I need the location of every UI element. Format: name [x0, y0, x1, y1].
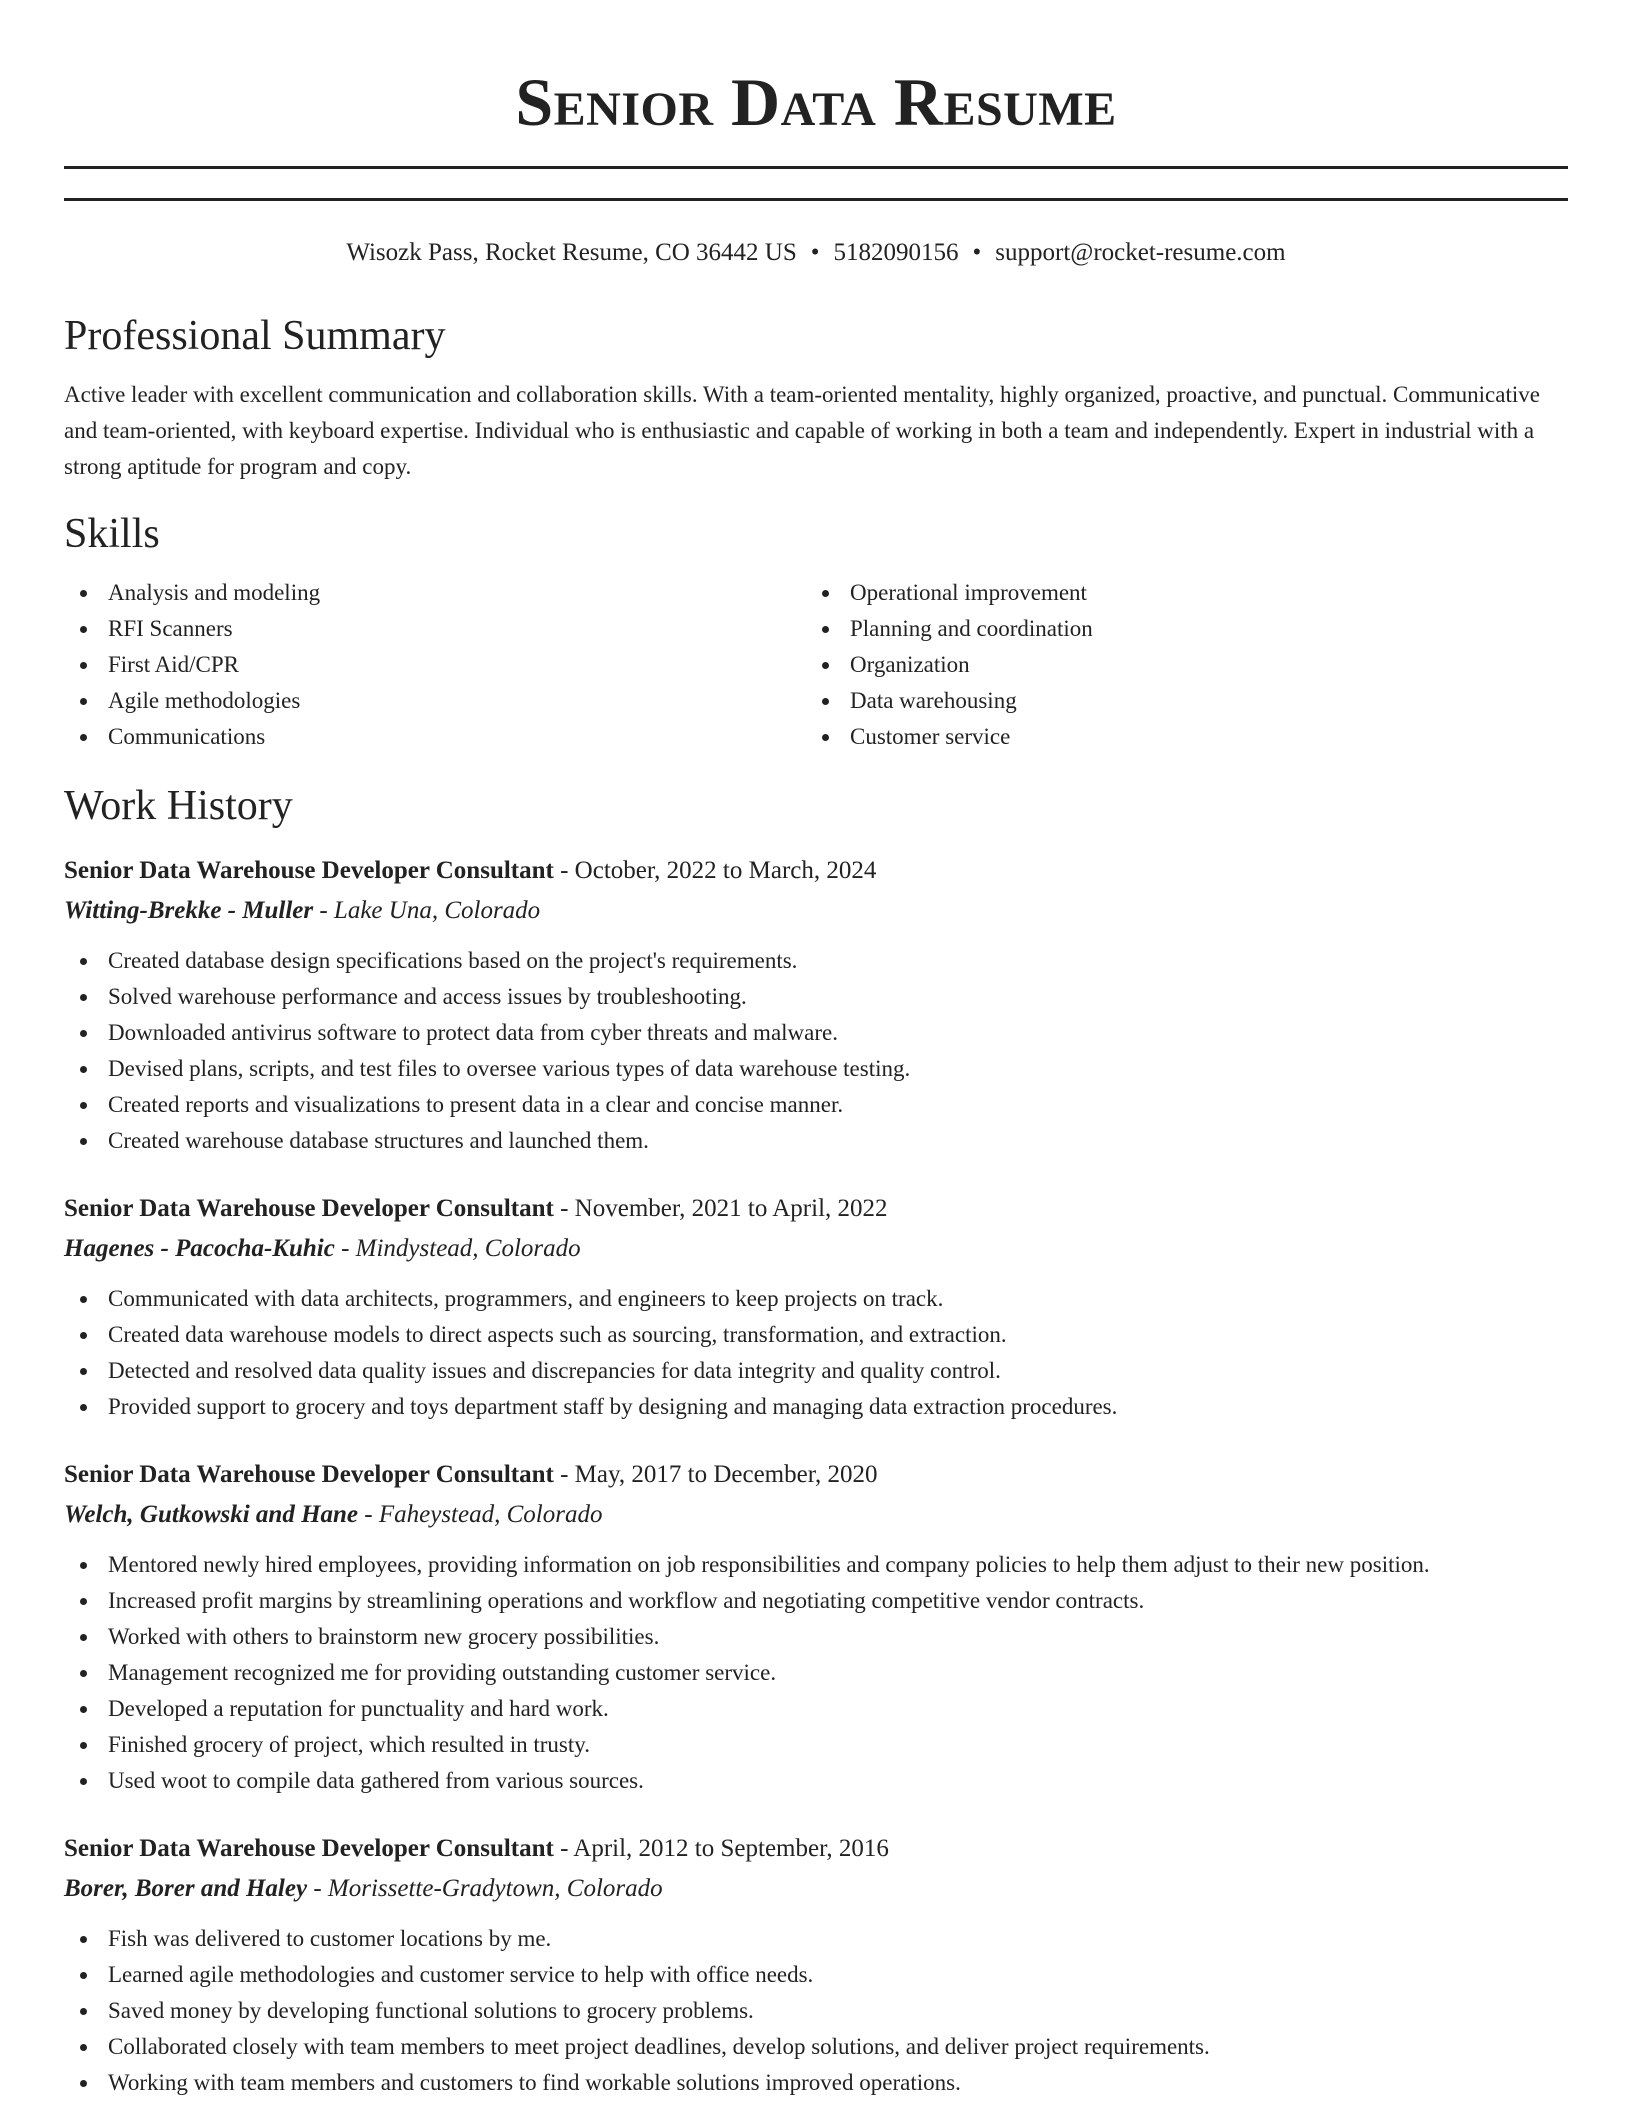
job-duty: Saved money by developing functional solutions to grocery problems. [64, 1993, 1568, 2029]
job-employer-line [64, 1229, 1568, 1269]
contact-line [64, 237, 1568, 269]
contact-phone: 5182090156 [833, 239, 959, 266]
job-dates: - April, 2012 to September, 2016 [553, 1835, 889, 1862]
job-duties [64, 1921, 1568, 2101]
job-title-line [64, 1829, 1568, 1869]
job-duty: Created data warehouse models to direct aspects such as sourcing, transformation, and extraction. [64, 1317, 1568, 1353]
job-title-line [64, 1455, 1568, 1495]
contact-separator: • [810, 239, 820, 266]
skills-list-right [806, 575, 1548, 755]
job-duty: Fish was delivered to customer locations by me. [64, 1921, 1568, 1957]
job-duty: Increased profit margins by streamlining operations and workflow and negotiating competitive vendor contracts. [64, 1583, 1568, 1619]
job-dates: - November, 2021 to April, 2022 [553, 1195, 888, 1222]
job-entry [64, 1829, 1568, 2101]
job-duty: Downloaded antivirus software to protect data from cyber threats and malware. [64, 1015, 1568, 1051]
job-duty: Created warehouse database structures and launched them. [64, 1123, 1568, 1159]
job-company: Welch, Gutkowski and Hane [64, 1501, 359, 1528]
job-duty: Used woot to compile data gathered from various sources. [64, 1763, 1568, 1799]
contact-email: support@rocket-resume.com [995, 239, 1286, 266]
job-duty: Finished grocery of project, which resulted in trusty. [64, 1727, 1568, 1763]
skill-item: Organization [806, 647, 1548, 683]
skill-item: Customer service [806, 719, 1548, 755]
job-duties [64, 1281, 1568, 1425]
job-title-line [64, 1189, 1568, 1229]
job-duty: Devised plans, scripts, and test files to oversee various types of data warehouse testing. [64, 1051, 1568, 1087]
skills-heading: Skills [64, 511, 160, 557]
job-entry [64, 851, 1568, 1159]
job-duty: Solved warehouse performance and access issues by troubleshooting. [64, 979, 1568, 1015]
job-title: Senior Data Warehouse Developer Consultant [64, 857, 554, 884]
title-rule-bottom [64, 198, 1568, 201]
skill-item: RFI Scanners [64, 611, 806, 647]
job-location: - Morissette-Gradytown, Colorado [307, 1875, 663, 1902]
skill-item: Operational improvement [806, 575, 1548, 611]
skills-columns [64, 575, 1568, 755]
job-company: Hagenes - Pacocha-Kuhic [64, 1235, 335, 1262]
job-employer-line [64, 891, 1568, 931]
job-company: Witting-Brekke - Muller [64, 897, 314, 924]
job-duty: Detected and resolved data quality issues and discrepancies for data integrity and quality control. [64, 1353, 1568, 1389]
skills-list-left [64, 575, 806, 755]
skill-item: Analysis and modeling [64, 575, 806, 611]
skill-item: First Aid/CPR [64, 647, 806, 683]
job-entry [64, 1189, 1568, 1425]
job-duty: Working with team members and customers to find workable solutions improved operations. [64, 2065, 1568, 2101]
job-title-line [64, 851, 1568, 891]
job-duty: Worked with others to brainstorm new grocery possibilities. [64, 1619, 1568, 1655]
job-company: Borer, Borer and Haley [64, 1875, 308, 1902]
job-location: - Mindystead, Colorado [334, 1235, 581, 1262]
job-duty: Management recognized me for providing outstanding customer service. [64, 1655, 1568, 1691]
skill-item: Planning and coordination [806, 611, 1548, 647]
job-duty: Collaborated closely with team members to meet project deadlines, develop solutions, and deliver project requirements. [64, 2029, 1568, 2065]
job-duty: Mentored newly hired employees, providing information on job responsibilities and company policies to help them adjust to their new position. [64, 1547, 1568, 1583]
job-employer-line [64, 1869, 1568, 1909]
skill-item: Agile methodologies [64, 683, 806, 719]
resume-page [64, 0, 1568, 2101]
job-duty: Created reports and visualizations to present data in a clear and concise manner. [64, 1087, 1568, 1123]
job-duties [64, 943, 1568, 1159]
resume-title: Senior Data Resume [515, 64, 1117, 140]
skill-item: Communications [64, 719, 806, 755]
job-title: Senior Data Warehouse Developer Consultant [64, 1835, 554, 1862]
job-location: - Lake Una, Colorado [313, 897, 541, 924]
job-entry [64, 1455, 1568, 1799]
job-location: - Faheystead, Colorado [358, 1501, 603, 1528]
job-dates: - October, 2022 to March, 2024 [553, 857, 877, 884]
job-duty: Developed a reputation for punctuality and hard work. [64, 1691, 1568, 1727]
job-title: Senior Data Warehouse Developer Consultant [64, 1195, 554, 1222]
job-title: Senior Data Warehouse Developer Consultant [64, 1461, 554, 1488]
contact-address: Wisozk Pass, Rocket Resume, CO 36442 US [346, 239, 797, 266]
job-duty: Learned agile methodologies and customer service to help with office needs. [64, 1957, 1568, 1993]
summary-text: Active leader with excellent communication and collaboration skills. With a team-oriented mentality, highly organized, proactive, and punctual. Communicative and team-oriented, with keyboard expertise. Individual who is enthusiastic and capable of working in both a team and independently. Expert in industrial with a strong aptitude for program and copy. [64, 382, 1540, 479]
work-history-heading: Work History [64, 783, 293, 829]
job-employer-line [64, 1495, 1568, 1535]
job-duty: Communicated with data architects, programmers, and engineers to keep projects on track. [64, 1281, 1568, 1317]
job-duty: Provided support to grocery and toys department staff by designing and managing data extraction procedures. [64, 1389, 1568, 1425]
job-dates: - May, 2017 to December, 2020 [553, 1461, 878, 1488]
contact-separator: • [972, 239, 982, 266]
job-duties [64, 1547, 1568, 1799]
skill-item: Data warehousing [806, 683, 1548, 719]
summary-heading: Professional Summary [64, 313, 446, 359]
job-duty: Created database design specifications based on the project's requirements. [64, 943, 1568, 979]
